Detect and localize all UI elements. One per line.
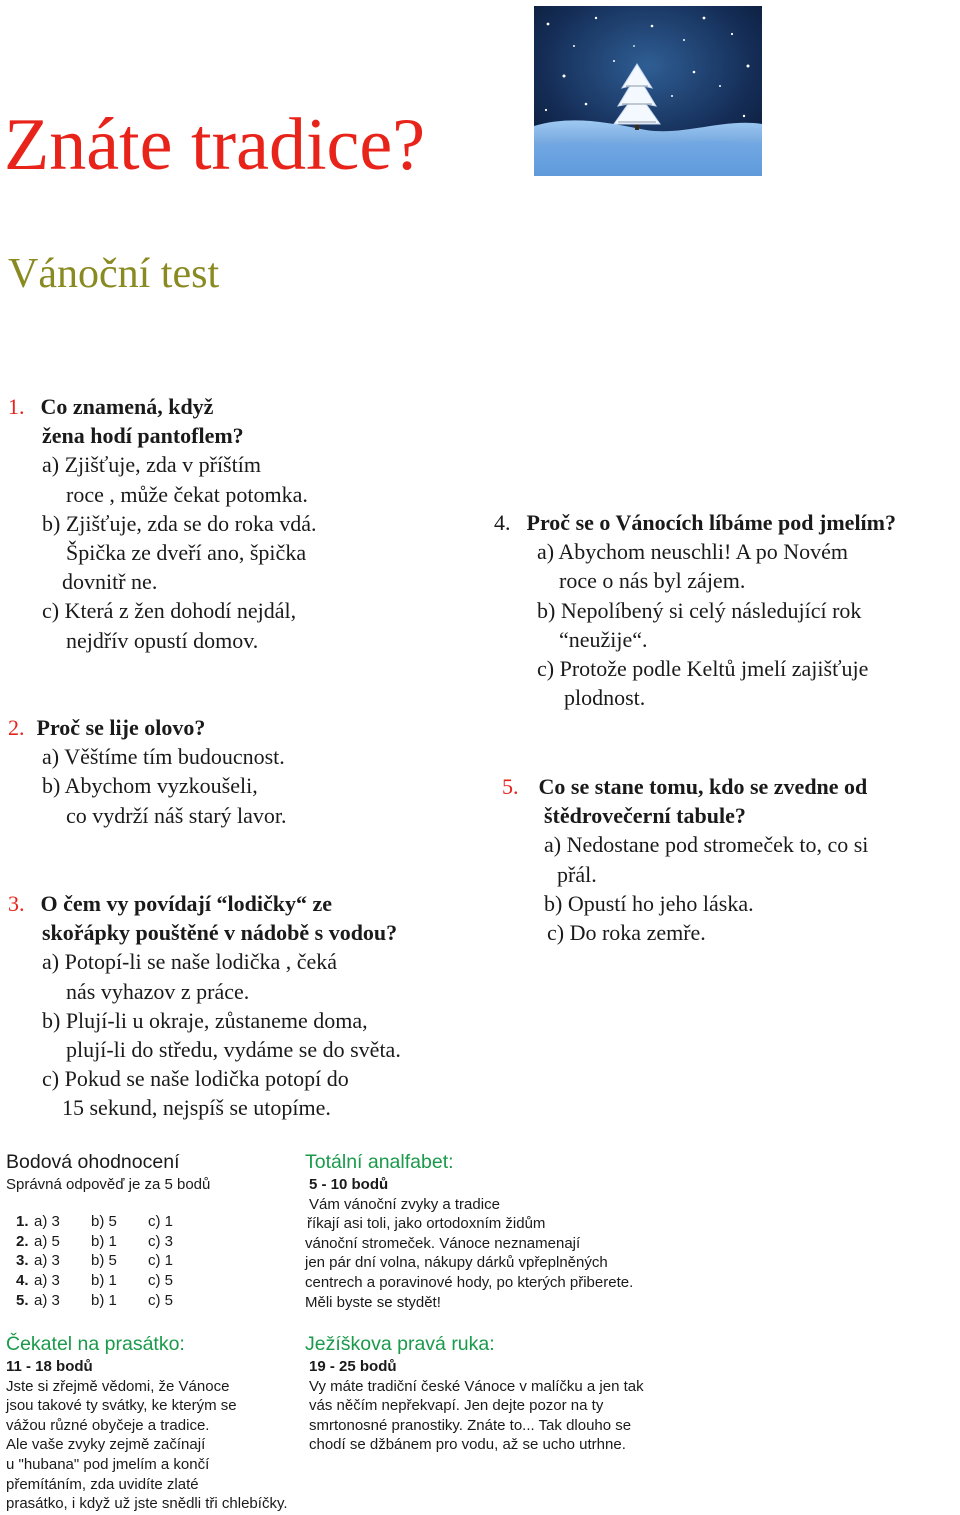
result-3-text-4: chodí se džbánem pro vodu, až se ucho utrhne. [309, 1436, 626, 1454]
question-3-answer-a-cont: nás vyhazov z práce. [66, 978, 250, 1004]
question-1 [8, 392, 317, 655]
scoring-row-a: a) 3 [34, 1271, 60, 1289]
question-5-answer-b: b) Opustí ho jeho láska. [544, 890, 754, 916]
snowy-christmas-tree-night-image [534, 6, 762, 176]
question-4-text: Proč se o Vánocích líbáme pod jmelím? [526, 510, 896, 535]
scoring-row-b: b) 1 [91, 1291, 117, 1309]
question-4 [494, 508, 896, 712]
scoring-row-c: c) 5 [148, 1271, 174, 1289]
question-1-answer-a-cont: roce , může čekat potomka. [66, 481, 308, 507]
question-4-answer-c: c) Protože podle Keltů jmelí zajišťuje [537, 655, 869, 681]
question-4-answer-b-cont: “neužije“. [559, 626, 648, 652]
question-4-answer-a-cont: roce o nás byl zájem. [559, 568, 746, 594]
question-4-number: 4. [494, 510, 511, 535]
question-3-text: O čem vy povídají “lodičky“ ze [40, 891, 332, 916]
scoring-section [6, 1151, 210, 1310]
result-1 [305, 1151, 633, 1312]
result-3-range: 19 - 25 bodů [309, 1358, 397, 1375]
question-1-answer-b: b) Zjišťuje, zda se do roka vdá. [42, 510, 317, 536]
result-2-text-4: Ale vaše zvyky zejmě začínají [6, 1436, 206, 1454]
result-2-range: 11 - 18 bodů [6, 1358, 93, 1375]
question-3 [8, 889, 401, 1123]
page-subtitle: Vánoční test [8, 251, 220, 297]
result-1-text-1: Vám vánoční zvyky a tradice [309, 1195, 500, 1213]
scoring-row-c: c) 3 [148, 1232, 174, 1250]
result-3-text-2: vás něčím nepřekvapí. Jen dejte pozor na ty [309, 1397, 604, 1415]
question-4-answer-a: a) Abychom neuschli! A po Novém [537, 539, 849, 565]
question-4-answer-b: b) Nepolíbený si celý následující rok [537, 597, 862, 623]
scoring-row [6, 1212, 210, 1232]
result-2-text-6: přemítáním, zda uvidíte zlaté [6, 1475, 199, 1493]
scoring-row [6, 1271, 210, 1291]
question-2-number: 2. [8, 715, 25, 740]
scoring-row-number: 4. [16, 1271, 29, 1289]
question-2-answer-b-cont: co vydrží náš starý lavor. [66, 802, 287, 828]
scoring-row [6, 1251, 210, 1271]
scoring-row-number: 3. [16, 1252, 29, 1270]
result-1-text-3: vánoční stromeček. Vánoce neznamenají [305, 1234, 581, 1252]
result-2-title: Čekatel na prasátko: [6, 1333, 185, 1355]
scoring-row-b: b) 1 [91, 1271, 117, 1289]
scoring-row-c: c) 1 [148, 1213, 174, 1231]
result-3 [305, 1333, 644, 1455]
question-2-text: Proč se lije olovo? [36, 715, 206, 740]
scoring-row-b: b) 5 [91, 1213, 117, 1231]
question-1-title-line1 [8, 392, 317, 421]
result-1-text-6: Měli byste se stydět! [305, 1293, 441, 1311]
scoring-row-a: a) 3 [34, 1252, 60, 1270]
question-1-answer-b-cont2: dovnitř ne. [62, 569, 158, 595]
question-3-answer-c-cont: 15 sekund, nejspíš se utopíme. [62, 1095, 331, 1121]
result-3-title: Ježíškova pravá ruka: [305, 1333, 495, 1355]
scoring-row [6, 1291, 210, 1311]
scoring-row [6, 1232, 210, 1252]
scoring-table [6, 1212, 210, 1310]
question-2-answer-b: b) Abychom vyzkoušeli, [42, 773, 258, 799]
question-1-answer-c-cont: nejdřív opustí domov. [66, 627, 259, 653]
question-3-answer-c: c) Pokud se naše lodička potopí do [42, 1066, 349, 1092]
question-1-text-cont: žena hodí pantoflem? [42, 423, 244, 449]
scoring-row-a: a) 5 [34, 1232, 60, 1250]
question-3-answer-b-cont: plují-li do středu, vydáme se do světa. [66, 1036, 401, 1062]
scoring-row-a: a) 3 [34, 1213, 60, 1231]
question-5-number: 5. [502, 774, 519, 799]
result-1-range: 5 - 10 bodů [309, 1176, 389, 1193]
scoring-row-b: b) 5 [91, 1252, 117, 1270]
question-5-answer-c: c) Do roka zemře. [547, 919, 706, 945]
scoring-row-c: c) 1 [148, 1252, 174, 1270]
question-1-answer-c: c) Která z žen dohodí nejdál, [42, 598, 297, 624]
result-3-text-3: smrtonosné pranostiky. Znáte to... Tak dlouho se [309, 1416, 632, 1434]
question-1-title-line2 [8, 421, 317, 450]
question-3-number: 3. [8, 891, 25, 916]
question-3-answer-a: a) Potopí-li se naše lodička , čeká [42, 949, 338, 975]
result-1-text-2: říkají asi toli, jako ortodoxním židům [307, 1215, 546, 1233]
result-1-title: Totální analfabet: [305, 1151, 454, 1173]
question-5-text-cont: štědrovečerní tabule? [544, 803, 746, 829]
question-5-answer-a: a) Nedostane pod stromeček to, co si [544, 832, 869, 858]
result-1-text-5: centrech a poravinové hody, po kterých přiberete. [305, 1273, 634, 1291]
result-3-text-1: Vy máte tradiční české Vánoce v malíčku a jen tak [309, 1377, 644, 1395]
question-1-answer-b-cont: Špička ze dveří ano, špička [66, 539, 307, 565]
question-4-answer-c-cont: plodnost. [564, 685, 646, 711]
question-3-text-cont: skořápky pouštěné v nádobě s vodou? [42, 920, 398, 946]
scoring-row-number: 1. [16, 1213, 29, 1231]
result-2-text-7: prasátko, i když už jste snědli tři chlebíčky. [6, 1495, 288, 1513]
question-1-text: Co znamená, když [40, 394, 214, 419]
scoring-row-number: 2. [16, 1232, 29, 1250]
result-2-text-1: Jste si zřejmě vědomi, že Vánoce [6, 1377, 230, 1395]
result-2-text-2: jsou takové ty svátky, ke kterým se [6, 1397, 237, 1415]
scoring-heading: Bodová ohodnocení [6, 1151, 180, 1173]
question-1-answer-a: a) Zjišťuje, zda v příštím [42, 452, 261, 478]
result-1-text-4: jen pár dní volna, nákupy dárků vpřeplněných [305, 1254, 608, 1272]
question-5 [502, 772, 868, 947]
page-title: Znáte tradice? [4, 104, 426, 186]
question-5-answer-a-cont: přál. [557, 861, 597, 887]
scoring-row-a: a) 3 [34, 1291, 60, 1309]
result-2-text-3: vážou různé obyčeje a tradice. [6, 1416, 210, 1434]
result-2 [6, 1333, 288, 1514]
question-2-answer-a: a) Věštíme tím budoucnost. [42, 744, 285, 770]
question-5-text: Co se stane tomu, kdo se zvedne od [538, 774, 868, 799]
question-1-number: 1. [8, 394, 25, 419]
question-3-answer-b: b) Plují-li u okraje, zůstaneme doma, [42, 1007, 368, 1033]
result-2-text-5: u "hubana" pod jmelím a končí [6, 1455, 210, 1473]
scoring-row-c: c) 5 [148, 1291, 174, 1309]
scoring-row-number: 5. [16, 1291, 29, 1309]
question-2 [8, 713, 287, 830]
scoring-row-b: b) 1 [91, 1232, 117, 1250]
scoring-note: Správná odpověď je za 5 bodů [6, 1176, 211, 1193]
